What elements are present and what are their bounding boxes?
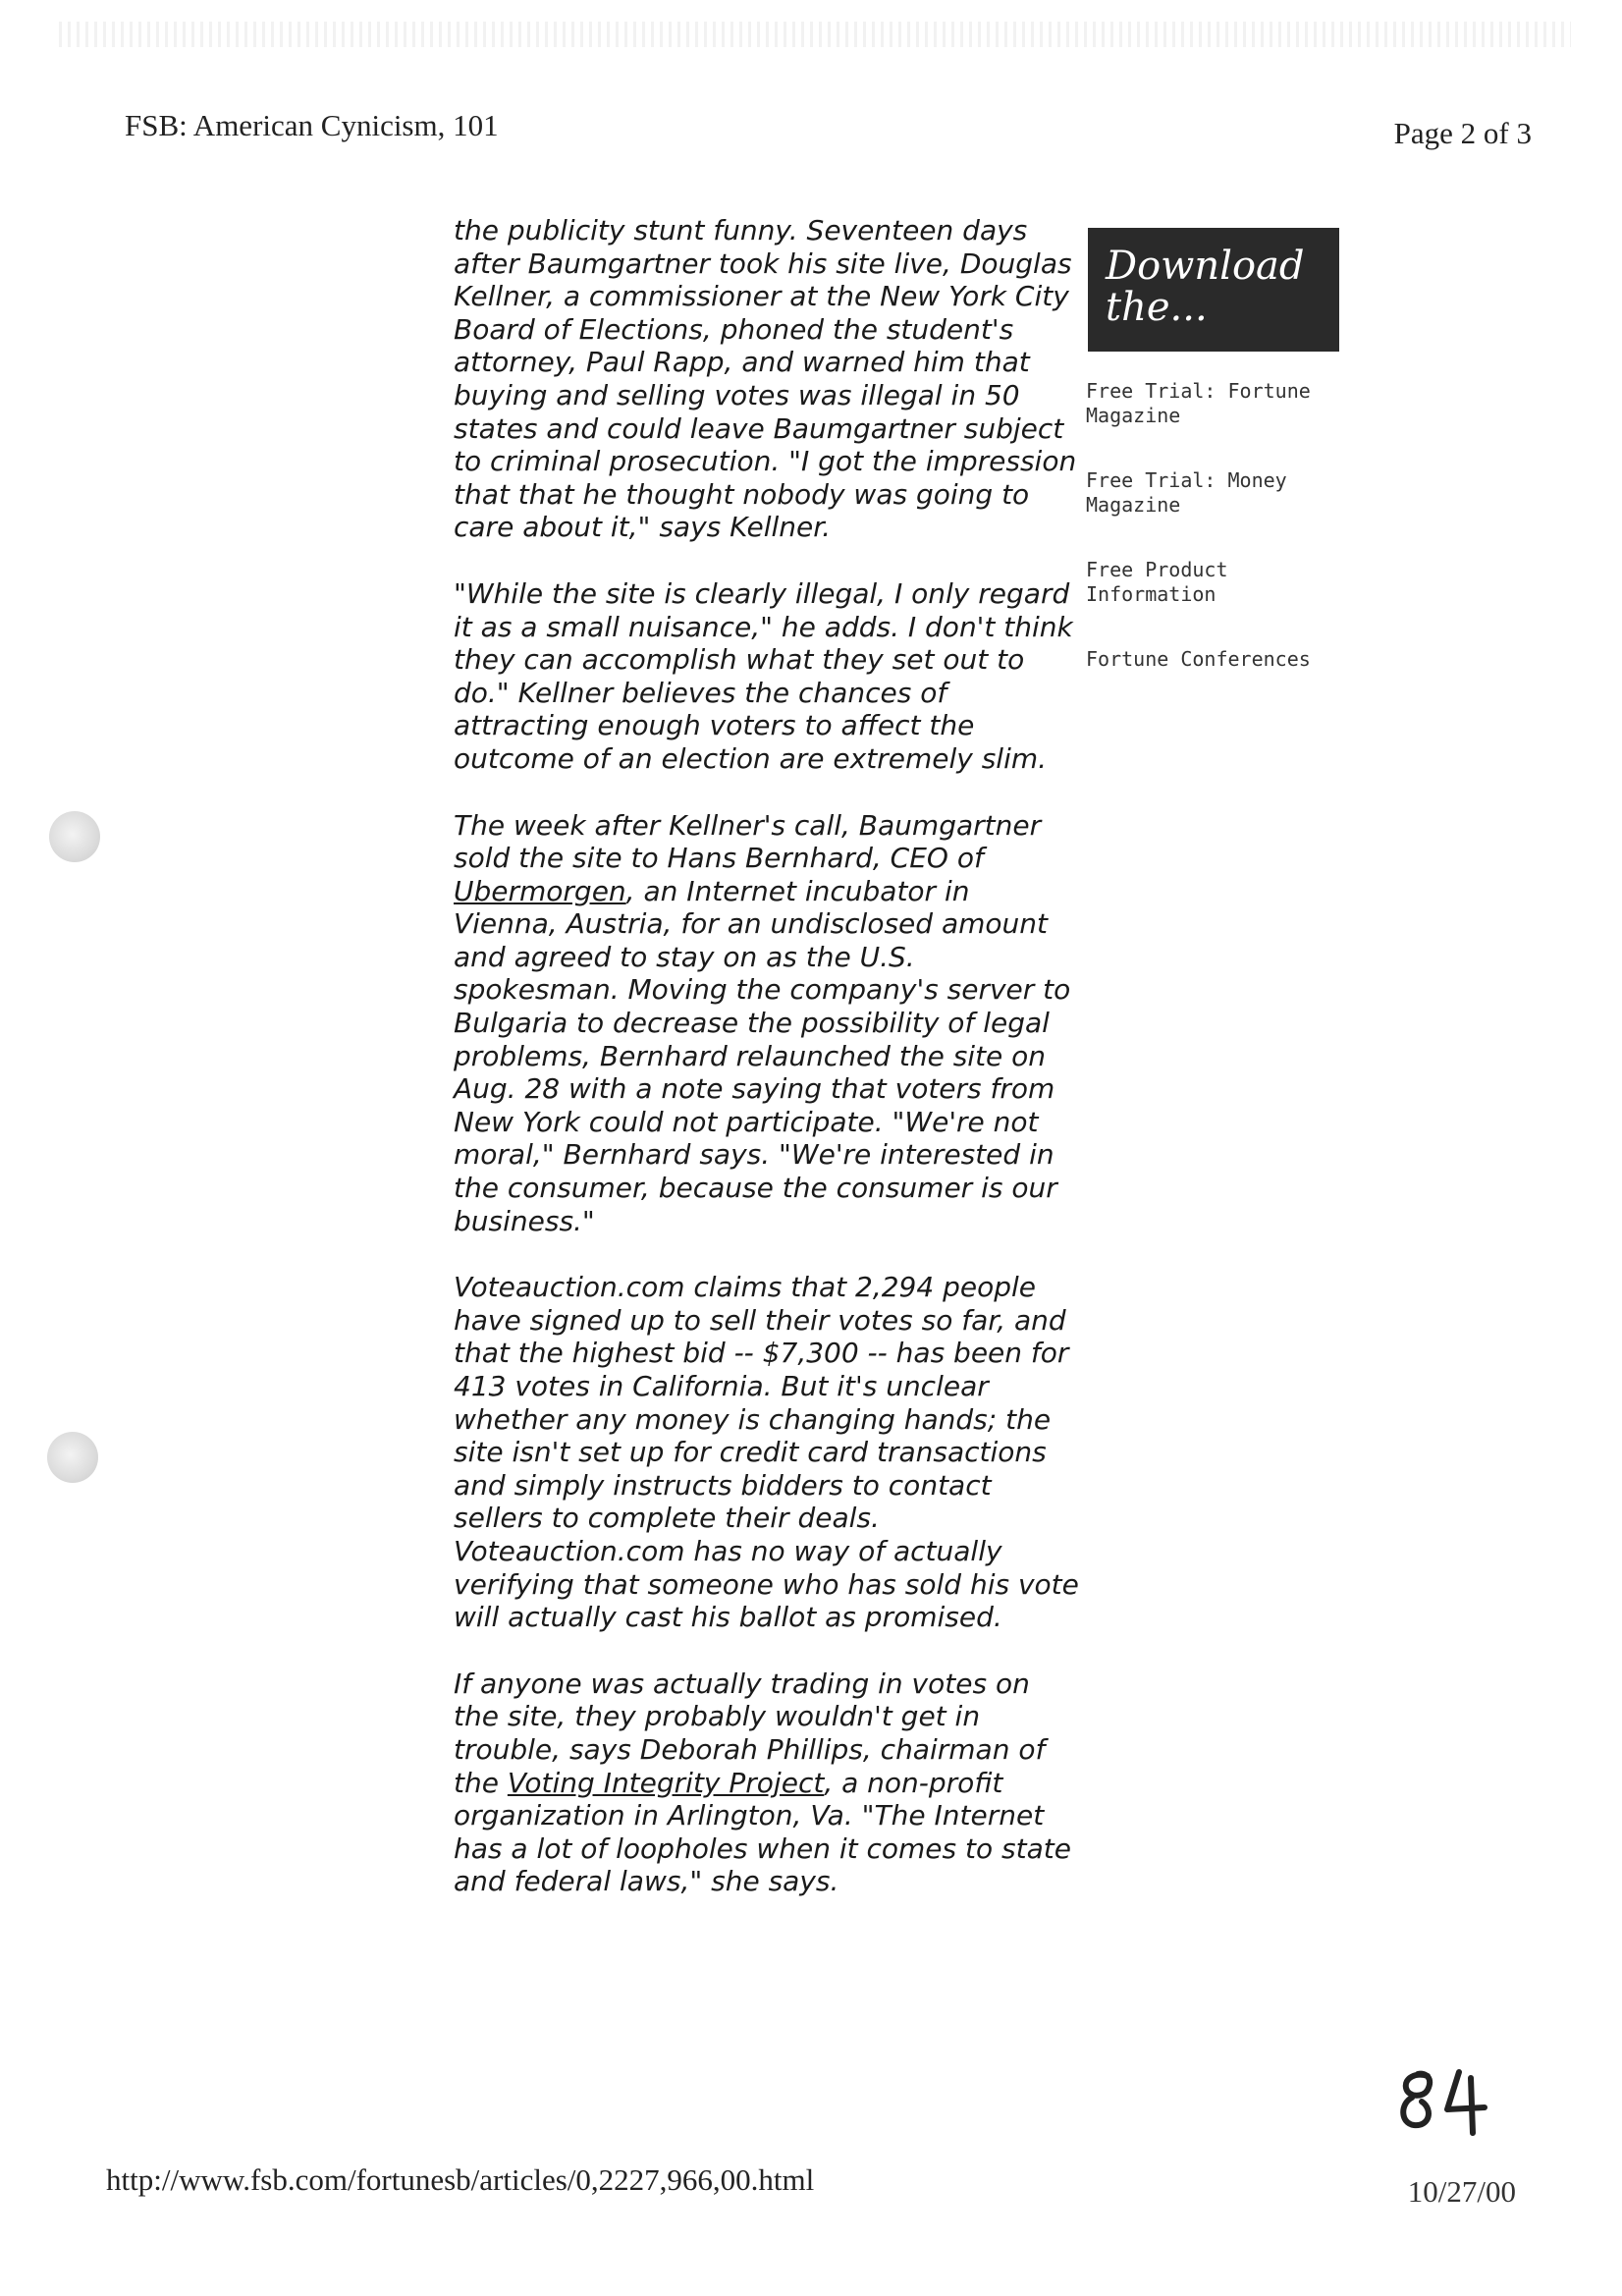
ubermorgen-link[interactable]: Ubermorgen bbox=[454, 874, 626, 907]
sidebar-links bbox=[1086, 379, 1351, 712]
handwritten-page-number bbox=[1390, 2062, 1498, 2141]
paragraph-text: , a non-profit organization in Arlington, Va. "The Internet has a lot of loopholes when it comes to state and federal laws," she says. bbox=[454, 1766, 1071, 1898]
article-paragraph-4: Voteauction.com claims that 2,294 people have signed up to sell their votes so far, and that the highest bid -- $7,300 -- has been for 413 votes in California. But it's unclear whether any money is changing hands; the site isn't set up for credit card transactions and simply instructs bidders to contact sellers to complete their deals. Voteauction.com has no way of actually verifying that someone who has sold his vote will actually cast his ballot as promised. bbox=[454, 1271, 1079, 1634]
scan-noise-strip bbox=[59, 22, 1571, 47]
sidebar-item-money-trial[interactable]: Free Trial: Money Magazine bbox=[1086, 468, 1287, 517]
sidebar-item-fortune-trial[interactable]: Free Trial: Fortune Magazine bbox=[1086, 379, 1311, 427]
page-header-title: FSB: American Cynicism, 101 bbox=[125, 108, 499, 142]
footer-url: http://www.fsb.com/fortunesb/articles/0,2227,966,00.html bbox=[106, 2162, 815, 2197]
sidebar-item-conferences[interactable]: Fortune Conferences bbox=[1086, 647, 1311, 671]
article-paragraph-5 bbox=[454, 1667, 1082, 1898]
article-paragraph-2: "While the site is clearly illegal, I only regard it as a small nuisance," he adds. I don't think they can accomplish what they set out to do." Kellner believes the chances of attracting enough voters to affect the outcome of an election are extremely slim. bbox=[454, 576, 1073, 775]
article-paragraph-1: the publicity stunt funny. Seventeen days after Baumgartner took his site live, Douglas Kellner, a commissioner at the New York City Board of Elections, phoned the student's attorney, Paul Rapp, and warned him that buying and selling votes was illegal in 50 states and could leave Baumgartner subject to criminal prosecution. "I got the impression that that he thought nobody was going to care about it," says Kellner. bbox=[454, 214, 1077, 544]
page-number: Page 2 of 3 bbox=[1393, 116, 1532, 150]
punch-hole bbox=[49, 811, 100, 862]
voting-integrity-project-link[interactable]: Voting Integrity Project bbox=[507, 1766, 825, 1799]
paragraph-text: The week after Kellner's call, Baumgartner sold the site to Hans Bernhard, CEO of bbox=[454, 808, 1042, 875]
sidebar-item-product-info[interactable]: Free Product Information bbox=[1086, 558, 1228, 606]
footer-date: 10/27/00 bbox=[1407, 2174, 1516, 2209]
punch-hole bbox=[47, 1432, 98, 1483]
paragraph-text: , an Internet incubator in Vienna, Austria, for an undisclosed amount and agreed to stay on as the U.S. spokesman. Moving the company's server to Bulgaria to decrease the possibility of legal problems, Bernhard relaunched the site on Aug. 28 with a note saying that voters from New York could not participate. "We're not moral," Bernhard says. "We're interested in the consumer, because the consumer is our business." bbox=[454, 874, 1071, 1237]
paragraph-text: If anyone was actually trading in votes on the site, they probably wouldn't get in trouble, says Deborah Phillips, chairman of the bbox=[454, 1667, 1046, 1799]
download-banner[interactable]: Download the... bbox=[1088, 228, 1339, 352]
article-body bbox=[454, 214, 1082, 1932]
article-paragraph-3 bbox=[454, 809, 1082, 1238]
